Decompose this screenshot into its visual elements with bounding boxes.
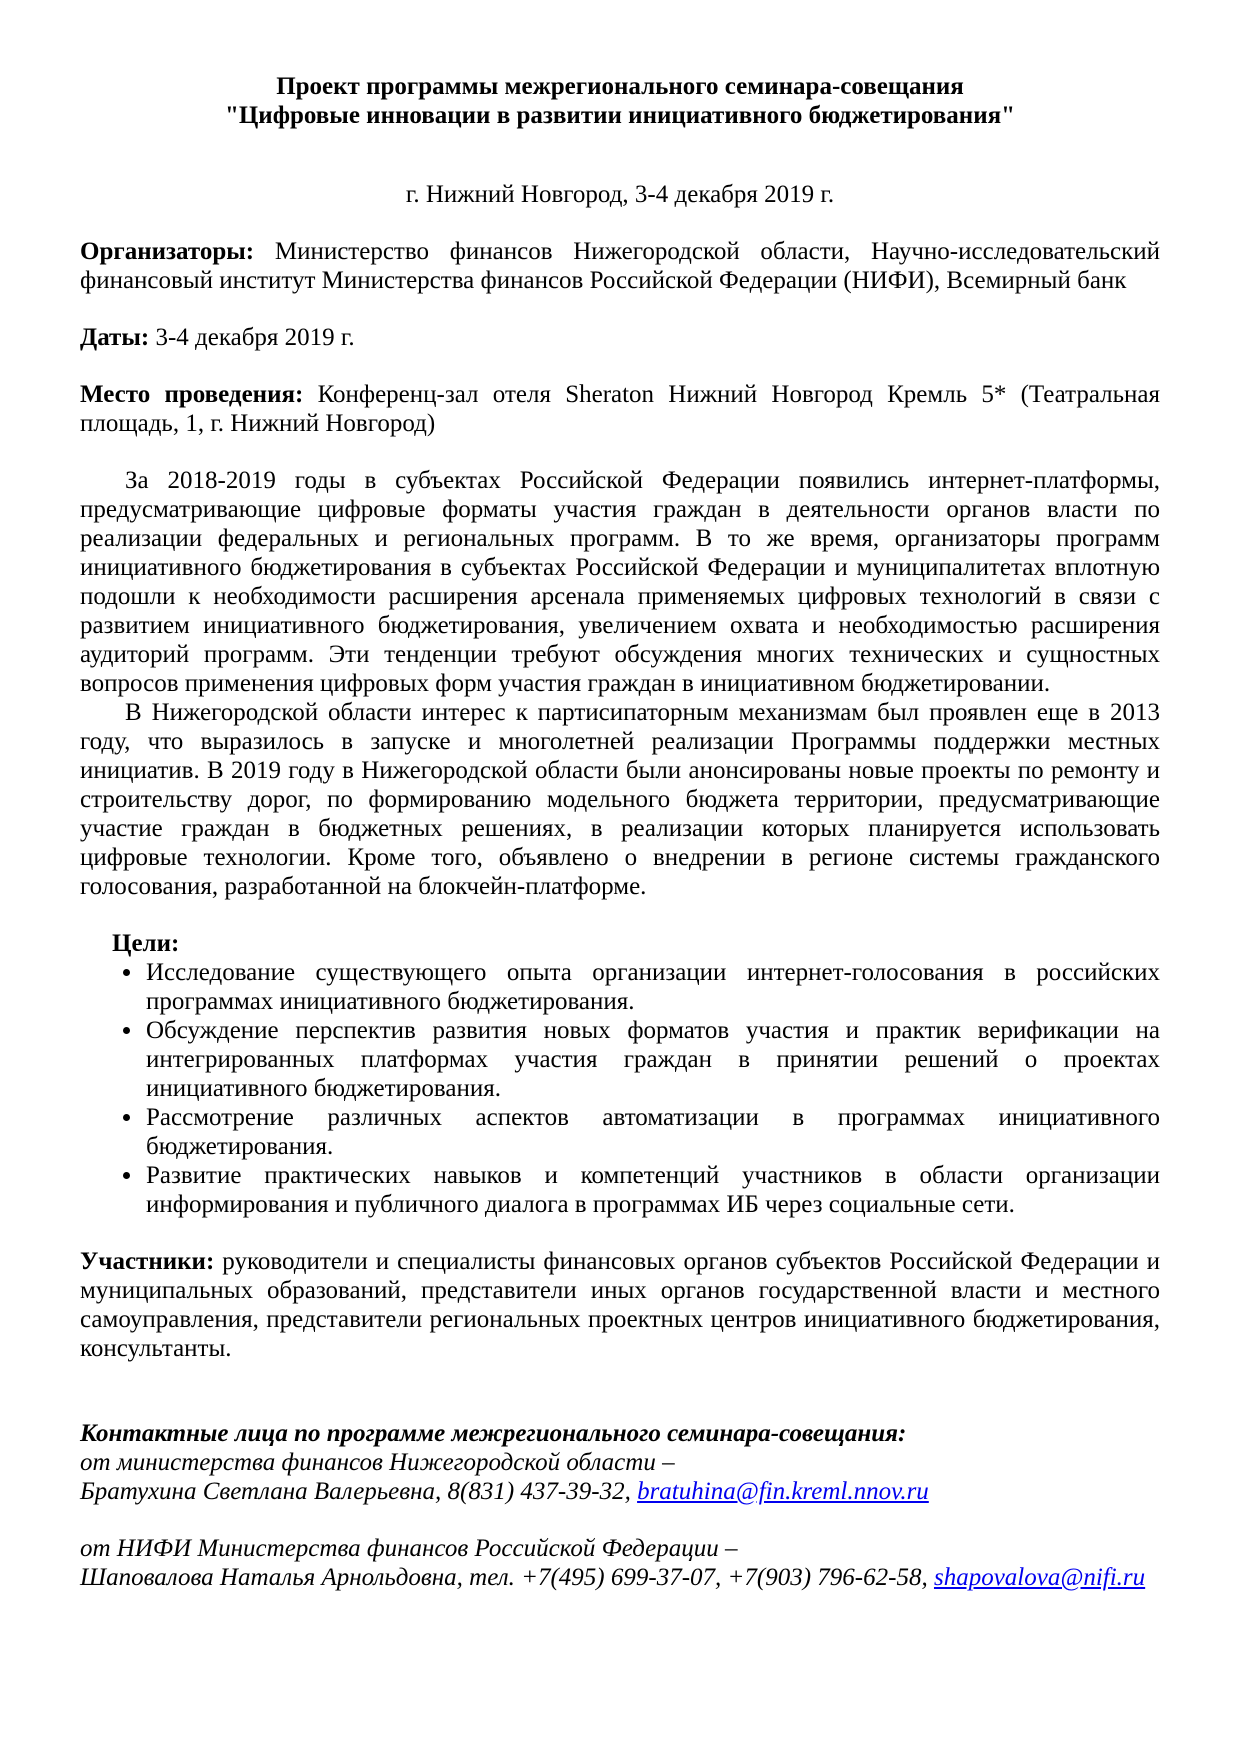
venue-label: Место проведения: bbox=[80, 381, 304, 408]
dates-paragraph bbox=[80, 323, 1160, 352]
contact-2-line bbox=[80, 1563, 1160, 1592]
goals-list bbox=[80, 958, 1160, 1219]
contact-1-from: от министерства финансов Нижегородской области – bbox=[80, 1449, 675, 1476]
contacts-heading: Контактные лица по программе межрегионального семинара-совещания: bbox=[80, 1420, 907, 1447]
document-title bbox=[80, 72, 1160, 130]
event-location-date: г. Нижний Новгород, 3-4 декабря 2019 г. bbox=[405, 181, 835, 208]
organizers-text: Министерство финансов Нижегородской области, Научно-исследовательский финансовый институт Министерства финансов Российской Федерации (НИФИ), Всемирный банк bbox=[80, 238, 1160, 294]
venue-text: Конференц-зал отеля Sheraton Нижний Новгород Кремль 5* (Театральная площадь, 1, г. Нижний Новгород) bbox=[80, 381, 1160, 437]
dates-text: 3-4 декабря 2019 г. bbox=[149, 324, 355, 351]
contact-1-person: Братухина Светлана Валерьевна, 8(831) 437-39-32, bbox=[80, 1478, 638, 1505]
participants-text: руководители и специалисты финансовых органов субъектов Российской Федерации и муниципальных образований, представители иных органов государственной власти и местного самоуправления, представители региональных проектных центров инициативного бюджетирования, консультанты. bbox=[80, 1248, 1160, 1362]
participants-paragraph bbox=[80, 1247, 1160, 1363]
contact-1-line bbox=[80, 1477, 1160, 1506]
title-line-2: "Цифровые инновации в развитии инициативного бюджетирования" bbox=[224, 102, 1015, 129]
goal-item: • Рассмотрение различных аспектов автоматизации в программах инициативного бюджетирования. bbox=[144, 1103, 1160, 1161]
organizers-label: Организаторы: bbox=[80, 238, 255, 265]
organizers-paragraph bbox=[80, 237, 1160, 295]
title-line-1: Проект программы межрегионального семинара-совещания bbox=[276, 73, 964, 100]
goal-item: • Исследование существующего опыта организации интернет-голосования в российских программах инициативного бюджетирования. bbox=[144, 958, 1160, 1016]
intro-paragraph-1: За 2018-2019 годы в субъектах Российской Федерации появились интернет-платформы, предусматривающие цифровые форматы участия граждан в деятельности органов власти по реализации федеральных и региональных программ. В то же время, организаторы программ инициативного бюджетирования в субъектах Российской Федерации и муниципалитетах вплотную подошли к необходимости расширения арсенала применяемых цифровых технологий в связи с развитием инициативного бюджетирования, увеличением охвата и необходимостью расширения аудиторий программ. Эти тенденции требуют обсуждения многих технических и сущностных вопросов применения цифровых форм участия граждан в инициативном бюджетировании. bbox=[80, 467, 1160, 697]
intro-paragraph-2: В Нижегородской области интерес к партисипаторным механизмам был проявлен еще в 2013 году, что выразилось в запуске и многолетней реализации Программы поддержки местных инициатив. В 2019 году в Нижегородской области были анонсированы новые проекты по ремонту и строительству дорог, по формированию модельного бюджета территории, предусматривающие участие граждан в бюджетных решениях, в реализации которых планируется использовать цифровые технологии. Кроме того, объявлено о внедрении в регионе системы гражданского голосования, разработанной на блокчейн-платформе. bbox=[80, 699, 1160, 900]
goals-heading: Цели: bbox=[112, 930, 180, 957]
contact-2-email-link[interactable]: shapovalova@nifi.ru bbox=[933, 1564, 1146, 1591]
contact-2-from: от НИФИ Министерства финансов Российской Федерации – bbox=[80, 1535, 738, 1562]
goal-item: • Развитие практических навыков и компетенций участников в области организации информирования и публичного диалога в программах ИБ через социальные сети. bbox=[144, 1161, 1160, 1219]
contact-1-email-link[interactable]: bratuhina@fin.kreml.nnov.ru bbox=[637, 1478, 929, 1505]
dates-label: Даты: bbox=[80, 324, 150, 351]
contact-2-person: Шаповалова Наталья Арнольдовна, тел. +7(495) 699-37-07, +7(903) 796-62-58, bbox=[80, 1564, 934, 1591]
participants-label: Участники: bbox=[80, 1248, 215, 1275]
venue-paragraph bbox=[80, 380, 1160, 438]
goal-item: • Обсуждение перспектив развития новых форматов участия и практик верификации на интегрированных платформах участия граждан в принятии решений о проектах инициативного бюджетирования. bbox=[144, 1016, 1160, 1103]
